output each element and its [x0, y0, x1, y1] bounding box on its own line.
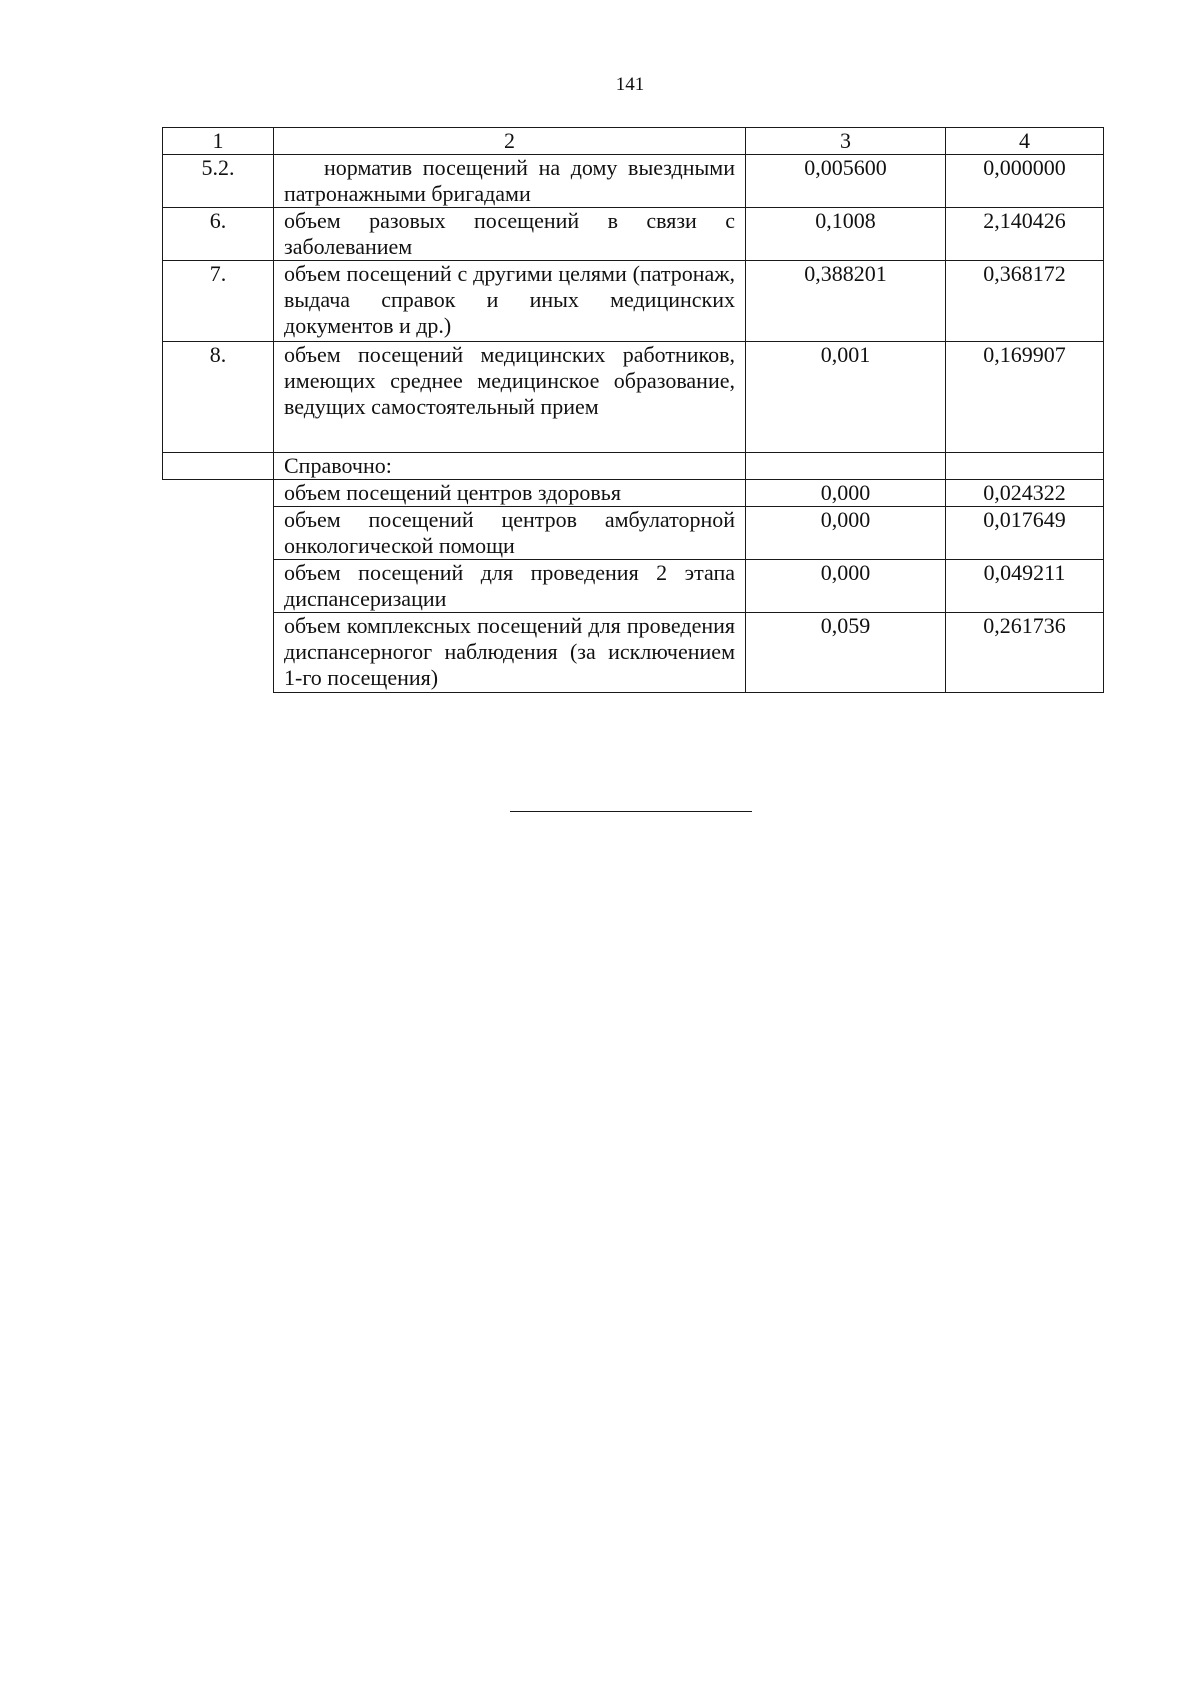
row-value-col4: 0,368172 — [946, 261, 1104, 342]
empty-cell — [163, 480, 274, 507]
row-value-col4: 0,017649 — [946, 507, 1104, 560]
row-value-col3: 0,000 — [746, 560, 946, 613]
table-row — [163, 560, 1104, 613]
row-value-col3: 0,059 — [746, 613, 946, 693]
row-description: объем разовых посещений в связи с заболеванием — [274, 208, 746, 261]
empty-cell — [163, 560, 274, 613]
page-number: 141 — [615, 74, 645, 95]
row-value-col4: 0,261736 — [946, 613, 1104, 693]
row-value-col4: 0,000000 — [946, 155, 1104, 208]
row-value-col3: 0,000 — [746, 507, 946, 560]
header-col-3: 3 — [746, 128, 946, 155]
table-row — [163, 155, 1104, 208]
header-row — [163, 128, 1104, 155]
row-number: 5.2. — [163, 155, 274, 208]
row-value-col3: 0,005600 — [746, 155, 946, 208]
table-row — [163, 208, 1104, 261]
row-value-col3: 0,000 — [746, 480, 946, 507]
empty-cell — [163, 613, 274, 693]
table-row — [163, 261, 1104, 342]
row-description: объем посещений медицинских работников, имеющих среднее медицинское образование, ведущих самостоятельный прием — [274, 342, 746, 453]
row-value-col3: 0,001 — [746, 342, 946, 453]
table-row — [163, 480, 1104, 507]
data-table — [162, 127, 1104, 693]
empty-cell — [163, 453, 274, 480]
table-row — [163, 342, 1104, 453]
row-description: объем посещений центров амбулаторной онкологической помощи — [274, 507, 746, 560]
row-description: объем посещений с другими целями (патронаж, выдача справок и иных медицинских документов и др.) — [274, 261, 746, 342]
header-col-1: 1 — [163, 128, 274, 155]
empty-cell — [163, 507, 274, 560]
row-description: норматив посещений на дому выездными патронажными бригадами — [274, 155, 746, 208]
reference-label: Справочно: — [274, 453, 746, 480]
header-col-4: 4 — [946, 128, 1104, 155]
row-value-col3: 0,388201 — [746, 261, 946, 342]
row-number: 8. — [163, 342, 274, 453]
row-value-col4: 0,049211 — [946, 560, 1104, 613]
row-value-col4: 2,140426 — [946, 208, 1104, 261]
row-number: 7. — [163, 261, 274, 342]
row-description: объем посещений для проведения 2 этапа диспансеризации — [274, 560, 746, 613]
row-description: объем комплексных посещений для проведения диспансерногог наблюдения (за исключением 1-го посещения) — [274, 613, 746, 693]
table-row — [163, 613, 1104, 693]
empty-cell — [746, 453, 946, 480]
row-value-col3: 0,1008 — [746, 208, 946, 261]
row-number: 6. — [163, 208, 274, 261]
end-separator-line — [510, 811, 752, 812]
row-value-col4: 0,024322 — [946, 480, 1104, 507]
header-col-2: 2 — [274, 128, 746, 155]
table-row — [163, 507, 1104, 560]
empty-cell — [946, 453, 1104, 480]
row-value-col4: 0,169907 — [946, 342, 1104, 453]
reference-label-row — [163, 453, 1104, 480]
row-description: объем посещений центров здоровья — [274, 480, 746, 507]
